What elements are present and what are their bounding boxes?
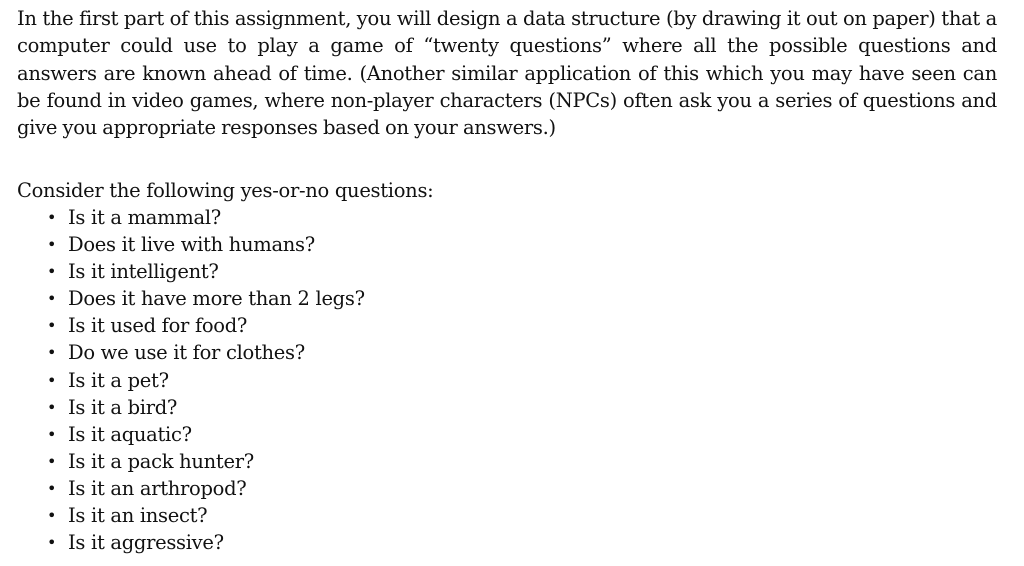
question-text: Is it a pack hunter? [68, 449, 254, 473]
bullet-icon: • [47, 424, 57, 444]
bullet-icon: • [47, 533, 57, 553]
question-text: Is it an insect? [68, 504, 208, 528]
question-text: Is it a bird? [68, 395, 178, 419]
question-text: Is it aggressive? [68, 531, 224, 555]
bullet-icon: • [47, 397, 57, 417]
bullet-icon: • [47, 451, 57, 471]
questions-lead: Consider the following yes-or-no questions: [17, 179, 434, 202]
question-text: Is it aquatic? [68, 422, 192, 446]
bullet-icon: • [47, 316, 57, 336]
question-text: Is it intelligent? [68, 260, 219, 284]
question-text: Does it have more than 2 legs? [68, 287, 365, 311]
bullet-icon: • [47, 208, 57, 227]
bullet-icon: • [47, 478, 57, 498]
question-text: Is it a mammal? [68, 206, 221, 229]
bullet-icon: • [47, 235, 57, 255]
intro-paragraph: In the first part of this assignment, you will design a data structure (by drawing it out on paper) that a computer could use to play a game of “twenty questions” where all the possible questions and answers are known ahead of time. (Another similar application of this which you may have seen can be found in video games, where non-player characters (NPCs) often ask you a series of questions and give you appropriate responses based on your answers.) [17, 7, 997, 140]
bullet-icon: • [47, 289, 57, 309]
bullet-icon: • [47, 262, 57, 282]
bullet-icon: • [47, 343, 57, 363]
bullet-icon: • [47, 506, 57, 526]
question-text: Is it a pet? [68, 368, 169, 392]
bullet-icon: • [47, 370, 57, 390]
question-text: Does it live with humans? [68, 233, 315, 257]
question-text: Is it an arthropod? [68, 476, 247, 500]
question-text: Do we use it for clothes? [68, 341, 305, 365]
question-text: Is it used for food? [68, 314, 248, 338]
